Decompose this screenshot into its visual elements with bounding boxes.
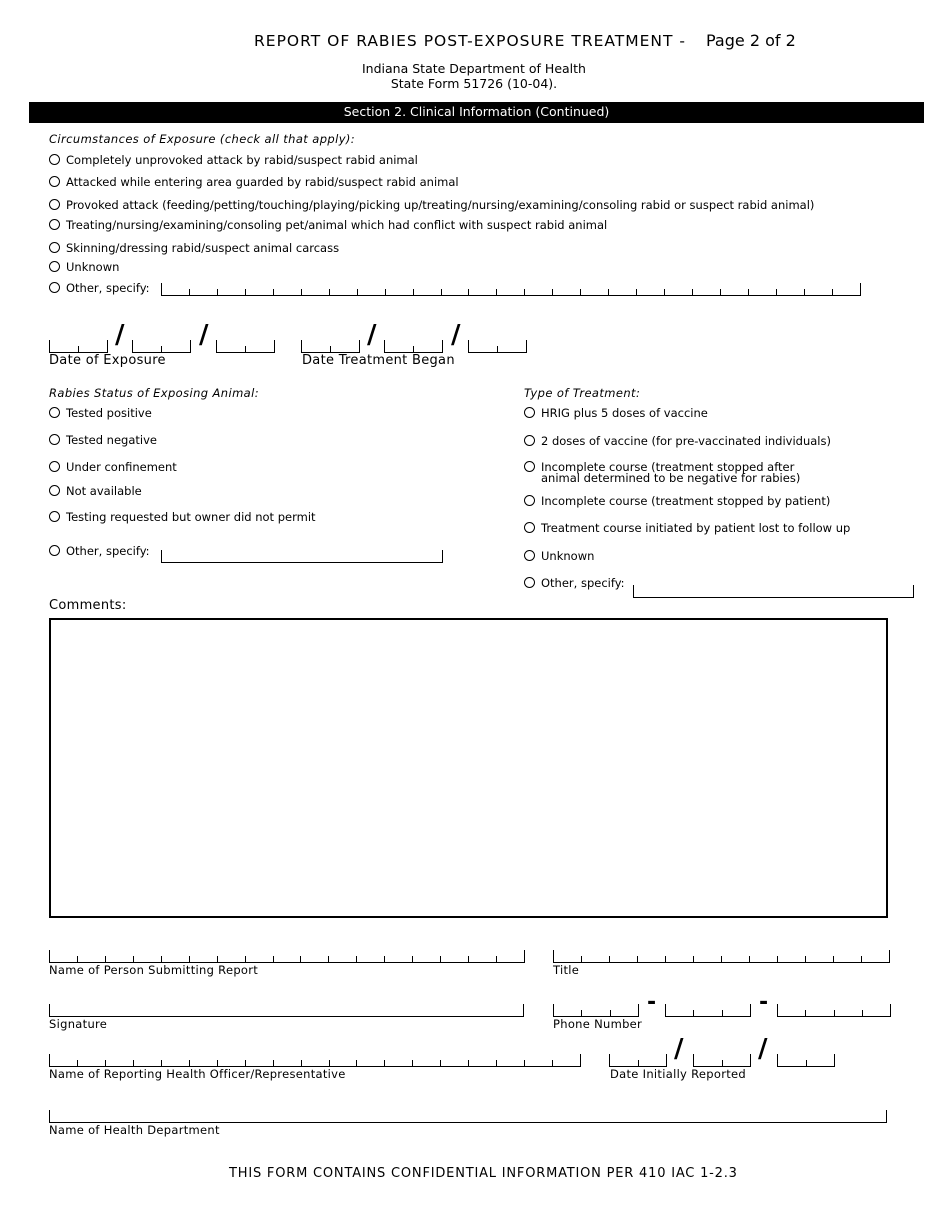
rabies-status-option[interactable]: Other, specify: — [49, 543, 150, 559]
phone-label: Phone Number — [553, 1017, 643, 1031]
radio-icon[interactable] — [49, 176, 60, 187]
page-number: Page 2 of 2 — [706, 31, 796, 50]
radio-icon[interactable] — [524, 435, 535, 446]
phone-area-code-input[interactable] — [553, 1004, 639, 1017]
comments-label: Comments: — [49, 598, 127, 613]
radio-icon[interactable] — [49, 434, 60, 445]
officer-name-label: Name of Reporting Health Officer/Representative — [49, 1067, 346, 1081]
health-department-label: Name of Health Department — [49, 1123, 220, 1137]
radio-icon[interactable] — [49, 261, 60, 272]
treatment-type-option[interactable]: Incomplete course (treatment stopped by patient) — [524, 493, 830, 509]
radio-icon[interactable] — [49, 242, 60, 253]
exposure-year-input[interactable] — [216, 340, 275, 353]
treatment-month-input[interactable] — [301, 340, 360, 353]
rabies-status-heading: Rabies Status of Exposing Animal: — [49, 386, 260, 400]
circumstance-other-input[interactable] — [161, 283, 861, 296]
phone-line-input[interactable] — [777, 1004, 891, 1017]
treatment-year-input[interactable] — [468, 340, 527, 353]
circumstance-option[interactable]: Attacked while entering area guarded by rabid/suspect rabid animal — [49, 174, 459, 190]
radio-icon[interactable] — [524, 407, 535, 418]
submitter-name-label: Name of Person Submitting Report — [49, 963, 259, 977]
radio-icon[interactable] — [524, 495, 535, 506]
date-separator: / — [674, 1034, 684, 1064]
circumstance-option[interactable]: Unknown — [49, 259, 119, 275]
rabies-status-option[interactable]: Tested negative — [49, 432, 157, 448]
phone-separator: - — [759, 990, 769, 1015]
radio-icon[interactable] — [49, 485, 60, 496]
rabies-status-other-input[interactable] — [161, 550, 443, 563]
circumstance-option[interactable]: Skinning/dressing rabid/suspect animal carcass — [49, 240, 339, 256]
circumstance-option[interactable]: Provoked attack (feeding/petting/touching/playing/picking up/treating/nursing/examining/consoling rabid or suspect rabid animal) — [49, 197, 814, 213]
rabies-status-option[interactable]: Under confinement — [49, 459, 177, 475]
radio-icon[interactable] — [524, 550, 535, 561]
date-separator: / — [758, 1034, 768, 1064]
radio-icon[interactable] — [49, 282, 60, 293]
circumstance-option[interactable]: Treating/nursing/examining/consoling pet/animal which had conflict with suspect rabid animal — [49, 217, 607, 233]
circumstance-option[interactable]: Other, specify: — [49, 280, 150, 296]
radio-icon[interactable] — [524, 522, 535, 533]
treatment-type-option-continued: animal determined to be negative for rabies) — [541, 471, 801, 485]
health-department-input[interactable] — [49, 1110, 887, 1123]
radio-icon[interactable] — [524, 577, 535, 588]
radio-icon[interactable] — [49, 461, 60, 472]
date-separator: / — [367, 320, 377, 350]
section-header: Section 2. Clinical Information (Continued) — [29, 102, 924, 123]
reported-month-input[interactable] — [609, 1054, 667, 1067]
submitter-name-input[interactable] — [49, 950, 525, 963]
radio-icon[interactable] — [524, 461, 535, 472]
treatment-type-option[interactable]: HRIG plus 5 doses of vaccine — [524, 405, 708, 421]
reported-day-input[interactable] — [693, 1054, 751, 1067]
exposure-date-label: Date of Exposure — [49, 353, 166, 368]
form-title: REPORT OF RABIES POST-EXPOSURE TREATMENT - — [254, 32, 687, 50]
date-separator: / — [115, 320, 125, 350]
rabies-status-option[interactable]: Tested positive — [49, 405, 152, 421]
comments-textarea[interactable] — [50, 619, 887, 917]
treatment-type-option[interactable]: 2 doses of vaccine (for pre-vaccinated individuals) — [524, 433, 831, 449]
confidentiality-notice: THIS FORM CONTAINS CONFIDENTIAL INFORMATION PER 410 IAC 1-2.3 — [229, 1166, 738, 1181]
radio-icon[interactable] — [49, 407, 60, 418]
circumstances-heading: Circumstances of Exposure (check all that apply): — [49, 132, 356, 146]
reported-year-input[interactable] — [777, 1054, 835, 1067]
treatment-day-input[interactable] — [384, 340, 443, 353]
exposure-day-input[interactable] — [132, 340, 191, 353]
treatment-other-input[interactable] — [633, 585, 914, 598]
title-input[interactable] — [553, 950, 890, 963]
exposure-month-input[interactable] — [49, 340, 108, 353]
radio-icon[interactable] — [49, 219, 60, 230]
radio-icon[interactable] — [49, 154, 60, 165]
treatment-type-option[interactable]: Incomplete course (treatment stopped after — [524, 459, 794, 475]
treatment-type-option[interactable]: Unknown — [524, 548, 594, 564]
officer-name-input[interactable] — [49, 1054, 581, 1067]
radio-icon[interactable] — [49, 511, 60, 522]
treatment-type-heading: Type of Treatment: — [524, 386, 641, 400]
phone-prefix-input[interactable] — [665, 1004, 751, 1017]
date-reported-label: Date Initially Reported — [610, 1067, 747, 1081]
phone-separator: - — [647, 990, 657, 1015]
treatment-type-option[interactable]: Other, specify: — [524, 575, 625, 591]
radio-icon[interactable] — [49, 545, 60, 556]
treatment-type-option[interactable]: Treatment course initiated by patient lost to follow up — [524, 520, 850, 536]
treatment-date-label: Date Treatment Began — [302, 353, 455, 368]
date-separator: / — [451, 320, 461, 350]
form-number: State Form 51726 (10-04). — [390, 76, 558, 91]
rabies-status-option[interactable]: Testing requested but owner did not permit — [49, 509, 316, 525]
title-label: Title — [553, 963, 580, 977]
signature-input[interactable] — [49, 1004, 524, 1017]
rabies-status-option[interactable]: Not available — [49, 483, 142, 499]
circumstance-option[interactable]: Completely unprovoked attack by rabid/suspect rabid animal — [49, 152, 418, 168]
date-separator: / — [199, 320, 209, 350]
department-name: Indiana State Department of Health — [362, 61, 586, 76]
signature-label: Signature — [49, 1017, 108, 1031]
radio-icon[interactable] — [49, 199, 60, 210]
